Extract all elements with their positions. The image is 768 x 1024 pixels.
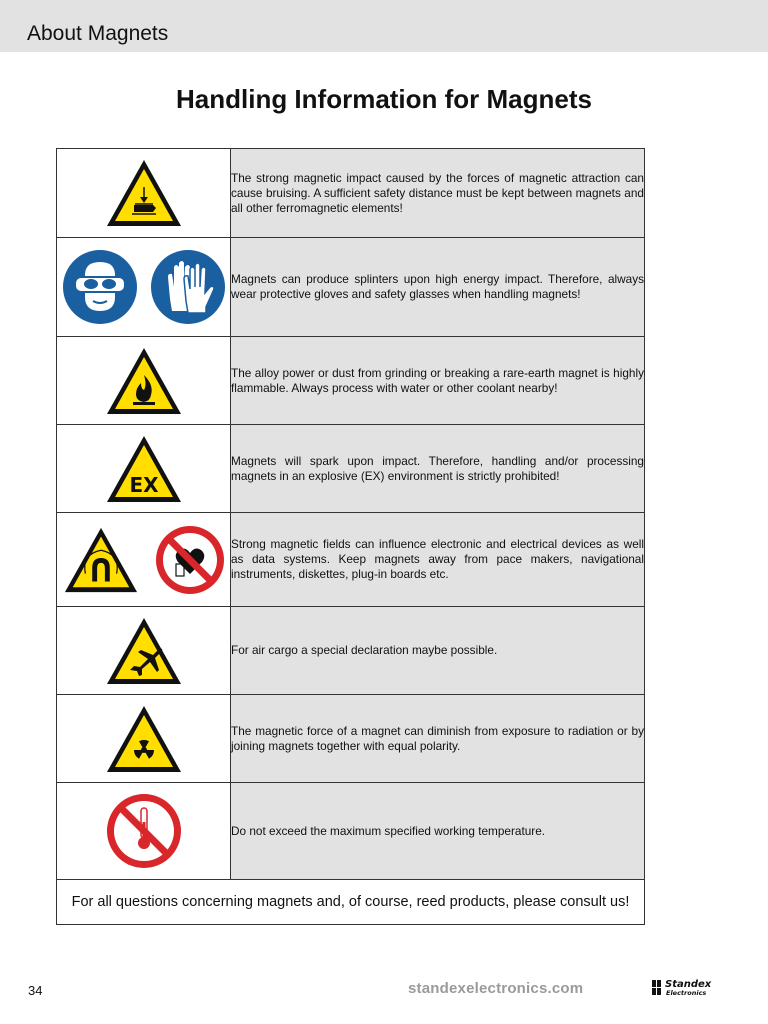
hazard-description: Magnets can produce splinters upon high energy impact. Therefore, always wear protective gloves and safety glasses when handling magnets! xyxy=(231,238,645,337)
wear-safety-glasses-icon xyxy=(60,247,140,327)
hazard-description: Magnets will spark upon impact. Therefore, handling and/or processing magnets in an explosive (EX) environment is strictly prohibited! xyxy=(231,425,645,513)
table-row xyxy=(57,425,645,513)
explosive-atmosphere-warning-icon xyxy=(104,433,184,505)
table-row xyxy=(57,513,645,607)
table-row xyxy=(57,149,645,238)
icon-cell xyxy=(57,238,231,337)
section-title: About Magnets xyxy=(27,22,169,45)
icon-cell xyxy=(57,337,231,425)
crush-hazard-warning-icon xyxy=(104,157,184,229)
wear-protective-gloves-icon xyxy=(148,247,228,327)
hazard-description: The alloy power or dust from grinding or breaking a rare-earth magnet is highly flammable. Always process with water or other coolant nearby! xyxy=(231,337,645,425)
table-footer-row xyxy=(57,880,645,925)
standex-logo xyxy=(650,976,720,1000)
table-row xyxy=(57,783,645,880)
page-number: 34 xyxy=(28,983,43,998)
hazard-description: Strong magnetic fields can influence electronic and electrical devices as well as data systems. Keep magnets away from pace makers, navigational instruments, diskettes, plug-in boards etc. xyxy=(231,513,645,607)
handling-info-table xyxy=(56,148,645,925)
icon-cell xyxy=(57,513,231,607)
icon-cell xyxy=(57,607,231,695)
logo-text: Standex xyxy=(665,979,712,990)
table-row xyxy=(57,607,645,695)
magnetic-field-warning-icon xyxy=(62,524,140,596)
icon-cell xyxy=(57,783,231,880)
icon-cell xyxy=(57,695,231,783)
logo-subtext: Electronics xyxy=(666,989,707,997)
page-title: Handling Information for Magnets xyxy=(176,84,592,114)
air-cargo-warning-icon xyxy=(104,615,184,687)
table-row xyxy=(57,238,645,337)
flammable-warning-icon xyxy=(104,345,184,417)
no-pacemakers-icon xyxy=(154,524,226,596)
hazard-description: For air cargo a special declaration maybe possible. xyxy=(231,607,645,695)
icon-cell xyxy=(57,149,231,238)
svg-text:EX: EX xyxy=(128,472,159,497)
icon-cell xyxy=(57,425,231,513)
temperature-prohibition-icon xyxy=(105,792,183,870)
table-row xyxy=(57,695,645,783)
table-row xyxy=(57,337,645,425)
website-link[interactable]: standexelectronics.com xyxy=(408,980,584,997)
radiation-warning-icon xyxy=(104,703,184,775)
hazard-description: The strong magnetic impact caused by the forces of magnetic attraction can cause bruising. A sufficient safety distance must be kept between magnets and all other ferromagnetic elements! xyxy=(231,149,645,238)
contact-note: For all questions concerning magnets and, of course, reed products, please consult us! xyxy=(57,880,645,925)
hazard-description: The magnetic force of a magnet can diminish from exposure to radiation or by joining magnets together with equal polarity. xyxy=(231,695,645,783)
hazard-description: Do not exceed the maximum specified working temperature. xyxy=(231,783,645,880)
